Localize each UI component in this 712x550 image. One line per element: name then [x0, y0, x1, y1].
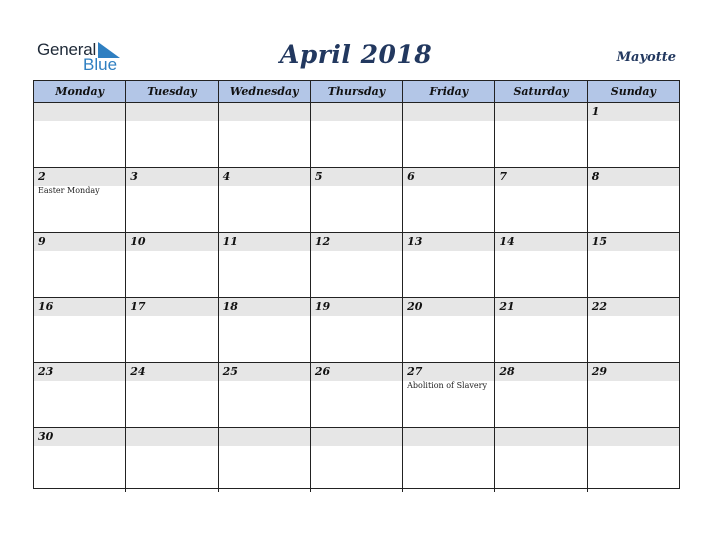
- day-cell: [495, 298, 587, 362]
- day-cell: [126, 363, 218, 427]
- day-number: 15: [591, 235, 607, 248]
- day-number-band: [34, 103, 125, 121]
- week-row: [34, 103, 679, 168]
- day-number: 22: [591, 300, 607, 313]
- day-cell: [34, 428, 126, 492]
- day-number: 18: [222, 300, 238, 313]
- weekday-header-row: [34, 81, 679, 103]
- day-cell: [588, 363, 679, 427]
- day-cell: [311, 428, 403, 492]
- day-number: 27: [407, 365, 423, 378]
- day-number: 5: [314, 170, 323, 183]
- day-cell: [219, 168, 311, 232]
- day-cell: [126, 168, 218, 232]
- country-label: Mayotte: [616, 50, 676, 65]
- week-row: [34, 168, 679, 233]
- day-number: 26: [314, 365, 331, 378]
- day-number-band: [495, 168, 586, 186]
- day-cell: [219, 233, 311, 297]
- day-cell: [495, 168, 587, 232]
- day-number-band: [34, 233, 125, 251]
- day-number-band: [126, 428, 217, 446]
- day-number: 17: [130, 300, 146, 313]
- day-number: 20: [407, 300, 423, 313]
- day-cell: [588, 233, 679, 297]
- day-number: 6: [407, 170, 415, 183]
- day-cell: [495, 233, 587, 297]
- day-cell: [219, 428, 311, 492]
- week-row: [34, 298, 679, 363]
- weekday-header-saturday: Saturday: [495, 81, 587, 102]
- week-row: [34, 233, 679, 298]
- day-cell: [588, 103, 679, 167]
- day-cell: [34, 233, 126, 297]
- day-cell: [588, 428, 679, 492]
- weekday-header-monday: Monday: [34, 81, 126, 102]
- logo-text-general: General: [37, 40, 97, 59]
- day-cell: [495, 428, 587, 492]
- day-number: 24: [130, 365, 146, 378]
- day-number: 12: [314, 235, 331, 248]
- day-number: 3: [130, 170, 138, 183]
- weekday-header-sunday: Sunday: [610, 85, 656, 98]
- day-cell: [126, 233, 218, 297]
- day-number: 23: [38, 365, 54, 378]
- day-cell: [126, 428, 218, 492]
- day-number: 14: [499, 235, 515, 248]
- day-cell: [588, 168, 679, 232]
- day-cell: [34, 363, 126, 427]
- calendar-weeks: [34, 103, 679, 492]
- day-number-band: [495, 103, 586, 121]
- day-number: 8: [591, 170, 600, 183]
- holiday-label: Abolition of Slavery: [407, 381, 487, 390]
- weekday-header-thursday: Thursday: [311, 81, 403, 102]
- logo-text-blue: Blue: [83, 55, 118, 74]
- day-cell: [34, 103, 126, 167]
- day-cell: [495, 363, 587, 427]
- day-cell: [126, 298, 218, 362]
- day-cell: [403, 233, 495, 297]
- day-cell: [588, 298, 679, 362]
- holiday-label: Easter Monday: [38, 186, 100, 195]
- day-number-band: [403, 168, 494, 186]
- day-cell: [219, 363, 311, 427]
- calendar-grid: [33, 80, 680, 489]
- week-row: [34, 428, 679, 492]
- day-number-band: [219, 168, 310, 186]
- weekday-header-friday: Friday: [403, 81, 495, 102]
- day-number-band: [311, 428, 402, 446]
- day-cell: [126, 103, 218, 167]
- day-number-band: [126, 168, 217, 186]
- day-number: 28: [499, 365, 515, 378]
- day-number-band: [311, 168, 402, 186]
- calendar-title: April 2018: [279, 40, 433, 69]
- week-row: [34, 363, 679, 428]
- day-number-band: [495, 428, 586, 446]
- day-number: 21: [499, 300, 515, 313]
- day-number: 11: [222, 235, 238, 248]
- day-number: 29: [591, 365, 607, 378]
- day-cell: [403, 103, 495, 167]
- day-cell: [219, 298, 311, 362]
- day-number: 25: [222, 365, 238, 378]
- day-cell: [219, 103, 311, 167]
- day-cell: [311, 298, 403, 362]
- day-number: 30: [38, 430, 54, 443]
- day-number-band: [588, 103, 679, 121]
- day-number-band: [126, 103, 217, 121]
- day-number-band: [588, 168, 679, 186]
- day-number: 2: [38, 170, 46, 183]
- day-number: 10: [130, 235, 146, 248]
- day-number-band: [219, 428, 310, 446]
- day-cell: [403, 363, 495, 427]
- day-cell: [311, 233, 403, 297]
- day-number: 19: [314, 300, 331, 313]
- day-cell: [311, 363, 403, 427]
- weekday-header-tuesday: Tuesday: [126, 81, 218, 102]
- day-number: 16: [38, 300, 54, 313]
- day-number-band: [588, 428, 679, 446]
- day-number: 7: [499, 170, 508, 183]
- day-cell: [311, 168, 403, 232]
- day-number: 9: [38, 235, 46, 248]
- day-cell: [311, 103, 403, 167]
- day-cell: [403, 168, 495, 232]
- day-number: 4: [222, 170, 231, 183]
- weekday-header-wednesday: Wednesday: [219, 81, 311, 102]
- day-cell: [403, 428, 495, 492]
- day-number-band: [219, 103, 310, 121]
- day-number-band: [403, 103, 494, 121]
- day-number-band: [34, 168, 125, 186]
- day-number: 13: [407, 235, 423, 248]
- day-number-band: [311, 103, 402, 121]
- day-number: 1: [591, 105, 600, 118]
- day-number-band: [403, 428, 494, 446]
- day-cell: [34, 168, 126, 232]
- day-cell: [495, 103, 587, 167]
- day-cell: [403, 298, 495, 362]
- day-cell: [34, 298, 126, 362]
